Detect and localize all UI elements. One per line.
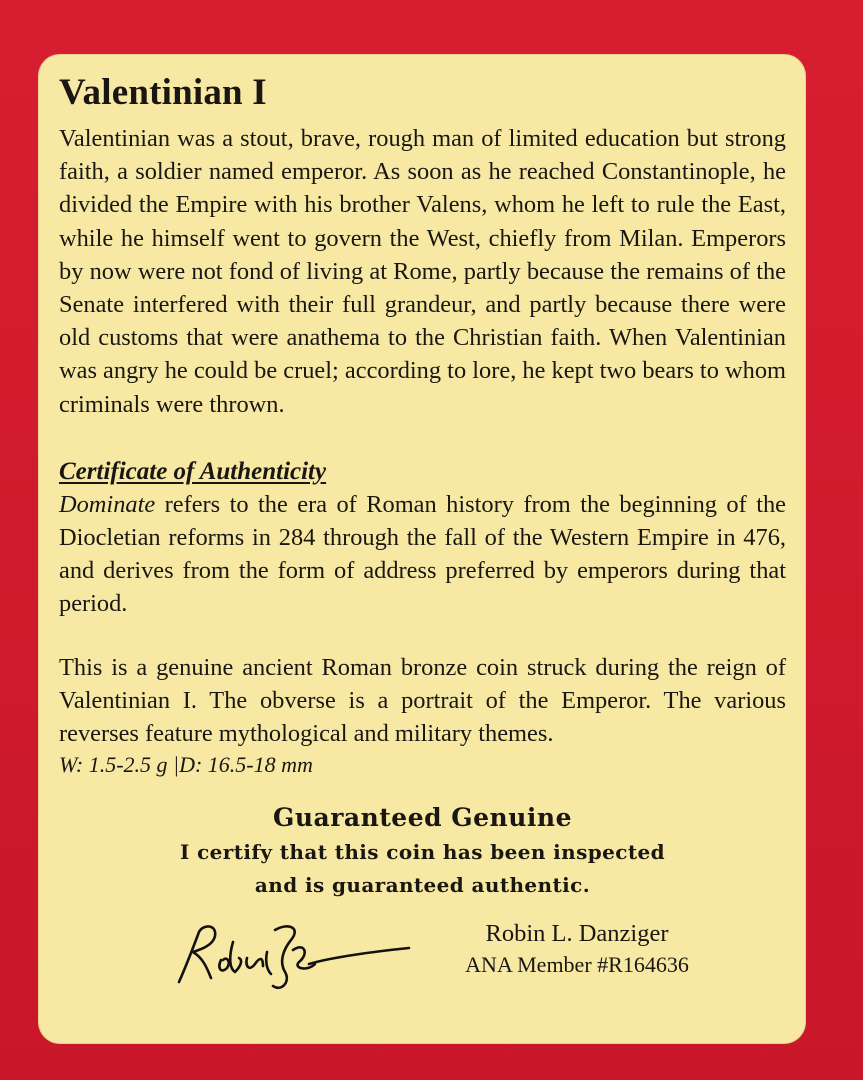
certificate-card — [38, 54, 806, 1044]
dominate-term: Dominate — [59, 490, 156, 518]
guarantee-line-1: I certify that this coin has been inspected — [179, 840, 666, 865]
signer-member-number: ANA Member #R164636 — [465, 952, 689, 978]
guarantee-block — [59, 800, 786, 902]
history-paragraph: Valentinian was a stout, brave, rough man of limited education but strong faith, a soldier named emperor. As soon as he reached Constantinople, he divided the Empire with his brother Valens, whom he left to rule the East, while he himself went to govern the West, chiefly from Milan. Emperors by now were not fond of living at Rome, partly because the remains of the Senate interfered with their full grandeur, and partly because there were old customs that were anathema to the Christian faith. When Valentinian was angry he could be cruel; according to lore, he kept two bears to whom criminals were thrown. — [59, 125, 786, 418]
coin-paragraph: This is a genuine ancient Roman bronze coin struck during the reign of Valentinian I. The obverse is a portrait of the Emperor. The various reverses feature mythological and military themes. — [59, 653, 786, 748]
signer-block — [457, 918, 697, 980]
dominate-paragraph — [59, 488, 786, 621]
handwritten-signature — [159, 912, 419, 992]
dominate-text: refers to the era of Roman history from the beginning of the Diocletian reforms in 284 through the fall of the Western Empire in 476, and derives from the form of address preferred by emperors during that period. — [59, 490, 786, 618]
guarantee-title: Guaranteed Genuine — [272, 803, 572, 833]
coin-specs: W: 1.5-2.5 g |D: 16.5-18 mm — [59, 752, 313, 778]
page-title: Valentinian I — [59, 72, 267, 113]
signature-row — [59, 912, 786, 992]
signer-name: Robin L. Danziger — [485, 920, 669, 948]
certificate-heading: Certificate of Authenticity — [59, 457, 327, 485]
guarantee-line-2: and is guaranteed authentic. — [254, 873, 591, 898]
